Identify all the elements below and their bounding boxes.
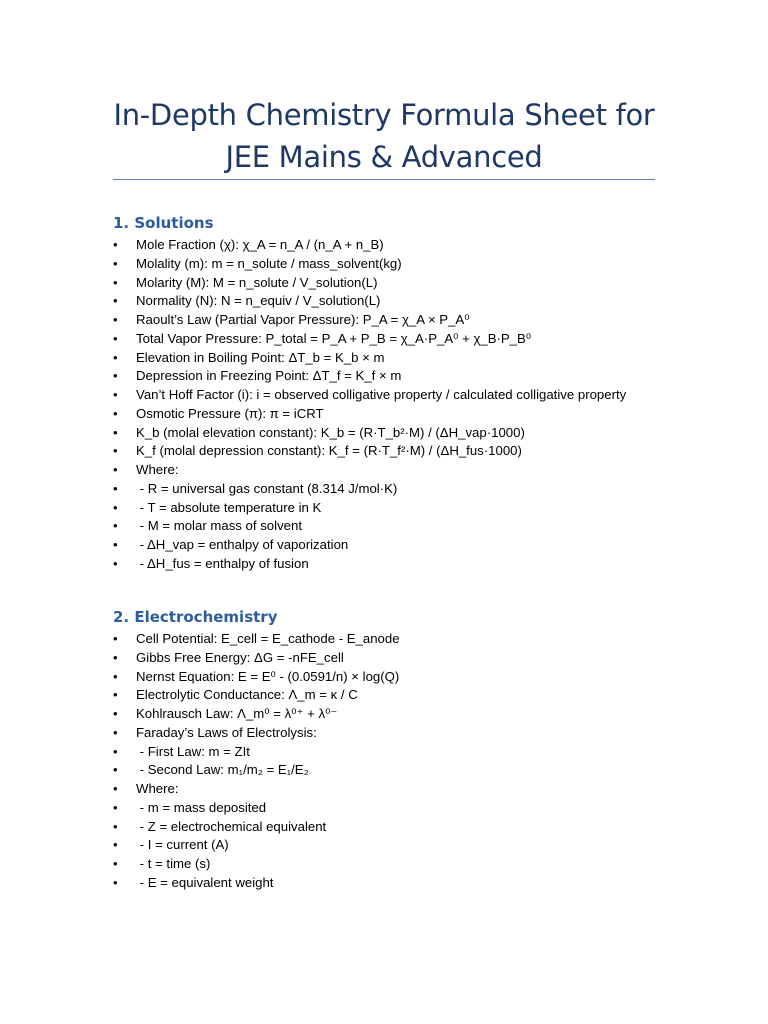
list-item bbox=[113, 686, 673, 705]
list-item bbox=[113, 818, 673, 837]
list-item-text: Mole Fraction (χ): χ_A = n_A / (n_A + n_B) bbox=[136, 237, 384, 252]
bullet-icon: • bbox=[113, 330, 118, 346]
list-item bbox=[113, 311, 673, 330]
list-item bbox=[113, 649, 673, 668]
list-item-text: - Z = electrochemical equivalent bbox=[136, 818, 327, 834]
bullet-icon: • bbox=[113, 743, 118, 759]
list-item-text: - M = molar mass of solvent bbox=[136, 518, 302, 534]
list-item bbox=[113, 799, 673, 818]
bullet-icon: • bbox=[113, 293, 118, 309]
list-item bbox=[113, 517, 673, 536]
list-item-text: - ΔH_vap = enthalpy of vaporization bbox=[136, 537, 349, 552]
bullet-icon: • bbox=[113, 874, 118, 890]
list-item bbox=[113, 330, 673, 349]
list-item bbox=[113, 292, 673, 311]
bullet-icon: • bbox=[113, 518, 118, 534]
bullet-icon: • bbox=[113, 312, 118, 327]
list-item-text: Van’t Hoff Factor (i): i = observed colligative property / calculated colligative property bbox=[136, 387, 627, 402]
list-item bbox=[113, 855, 673, 874]
bullet-icon: • bbox=[113, 499, 118, 515]
bullet-icon: • bbox=[113, 480, 118, 496]
list-item-text: Where: bbox=[136, 462, 179, 477]
list-item bbox=[113, 724, 673, 743]
list-item-text: Total Vapor Pressure: P_total = P_A + P_B = χ_A·P_A⁰ + χ_B·P_B⁰ bbox=[136, 330, 532, 346]
bullet-icon: • bbox=[113, 799, 118, 815]
bullet-icon: • bbox=[113, 443, 118, 459]
list-item-text: Raoult’s Law (Partial Vapor Pressure): P_A = χ_A × P_A⁰ bbox=[136, 312, 470, 327]
bullet-icon: • bbox=[113, 762, 118, 778]
list-item-text: - m = mass deposited bbox=[136, 799, 267, 815]
list-item bbox=[113, 761, 673, 780]
bullet-icon: • bbox=[113, 668, 118, 684]
solutions-formula-list bbox=[113, 236, 673, 574]
list-item bbox=[113, 555, 673, 574]
list-item bbox=[113, 536, 673, 555]
list-item bbox=[113, 630, 673, 649]
list-item bbox=[113, 705, 673, 724]
list-item-text: Normality (N): N = n_equiv / V_solution(L) bbox=[136, 293, 381, 309]
list-item-text: - I = current (A) bbox=[136, 837, 229, 853]
list-item-text: Depression in Freezing Point: ΔT_f = K_f × m bbox=[136, 368, 402, 384]
list-item bbox=[113, 743, 673, 762]
document-title bbox=[113, 94, 655, 178]
list-item-text: - t = time (s) bbox=[136, 856, 211, 871]
bullet-icon: • bbox=[113, 405, 118, 421]
list-item-text: Gibbs Free Energy: ΔG = -nFE_cell bbox=[136, 649, 344, 665]
list-item bbox=[113, 367, 673, 386]
list-item-text: - R = universal gas constant (8.314 J/mol·K) bbox=[136, 480, 398, 496]
list-item-text: Osmotic Pressure (π): π = iCRT bbox=[136, 405, 324, 421]
list-item-text: Molality (m): m = n_solute / mass_solvent(kg) bbox=[136, 255, 402, 271]
bullet-icon: • bbox=[113, 724, 118, 740]
list-item-text: Faraday’s Laws of Electrolysis: bbox=[136, 724, 317, 740]
list-item-text: Molarity (M): M = n_solute / V_solution(L) bbox=[136, 274, 378, 290]
bullet-icon: • bbox=[113, 274, 118, 290]
bullet-icon: • bbox=[113, 631, 118, 646]
list-item-text: Electrolytic Conductance: Λ_m = κ / C bbox=[136, 687, 358, 703]
list-item-text: - T = absolute temperature in K bbox=[136, 499, 322, 515]
bullet-icon: • bbox=[113, 424, 118, 440]
list-item-text: Kohlrausch Law: Λ_m⁰ = λ⁰⁺ + λ⁰⁻ bbox=[136, 706, 338, 721]
list-item-text: Cell Potential: E_cell = E_cathode - E_anode bbox=[136, 631, 400, 646]
list-item bbox=[113, 405, 673, 424]
bullet-icon: • bbox=[113, 649, 118, 665]
list-item bbox=[113, 480, 673, 499]
list-item-text: K_f (molal depression constant): K_f = (R·T_f²·M) / (ΔH_fus·1000) bbox=[136, 443, 522, 459]
title-divider bbox=[113, 179, 655, 180]
list-item bbox=[113, 255, 673, 274]
list-item-text: - Second Law: m₁/m₂ = E₁/E₂ bbox=[136, 762, 309, 778]
list-item bbox=[113, 780, 673, 799]
bullet-icon: • bbox=[113, 706, 118, 721]
bullet-icon: • bbox=[113, 462, 118, 477]
electrochemistry-formula-list bbox=[113, 630, 673, 893]
list-item-text: Nernst Equation: E = E⁰ - (0.0591/n) × log(Q) bbox=[136, 668, 400, 684]
section-heading-electrochemistry: 2. Electrochemistry bbox=[113, 608, 278, 626]
bullet-icon: • bbox=[113, 237, 118, 252]
list-item bbox=[113, 442, 673, 461]
list-item-text: Where: bbox=[136, 781, 179, 796]
list-item bbox=[113, 499, 673, 518]
list-item-text: Elevation in Boiling Point: ΔT_b = K_b × m bbox=[136, 349, 385, 365]
bullet-icon: • bbox=[113, 837, 118, 853]
bullet-icon: • bbox=[113, 781, 118, 796]
list-item-text: - ΔH_fus = enthalpy of fusion bbox=[136, 555, 309, 571]
list-item bbox=[113, 349, 673, 368]
list-item bbox=[113, 874, 673, 893]
list-item-text: - E = equivalent weight bbox=[136, 874, 274, 890]
bullet-icon: • bbox=[113, 555, 118, 571]
list-item-text: - First Law: m = ZIt bbox=[136, 743, 250, 759]
list-item-text: K_b (molal elevation constant): K_b = (R·T_b²·M) / (ΔH_vap·1000) bbox=[136, 424, 525, 440]
bullet-icon: • bbox=[113, 387, 118, 402]
list-item bbox=[113, 668, 673, 687]
bullet-icon: • bbox=[113, 368, 118, 384]
bullet-icon: • bbox=[113, 818, 118, 834]
list-item bbox=[113, 424, 673, 443]
bullet-icon: • bbox=[113, 255, 118, 271]
bullet-icon: • bbox=[113, 856, 118, 871]
bullet-icon: • bbox=[113, 349, 118, 365]
list-item bbox=[113, 461, 673, 480]
section-heading-solutions: 1. Solutions bbox=[113, 214, 214, 232]
title-line-1: In-Depth Chemistry Formula Sheet for bbox=[113, 98, 655, 132]
title-line-2: JEE Mains & Advanced bbox=[225, 140, 543, 174]
list-item bbox=[113, 236, 673, 255]
list-item bbox=[113, 274, 673, 293]
bullet-icon: • bbox=[113, 687, 118, 703]
list-item bbox=[113, 386, 673, 405]
bullet-icon: • bbox=[113, 537, 118, 552]
list-item bbox=[113, 836, 673, 855]
